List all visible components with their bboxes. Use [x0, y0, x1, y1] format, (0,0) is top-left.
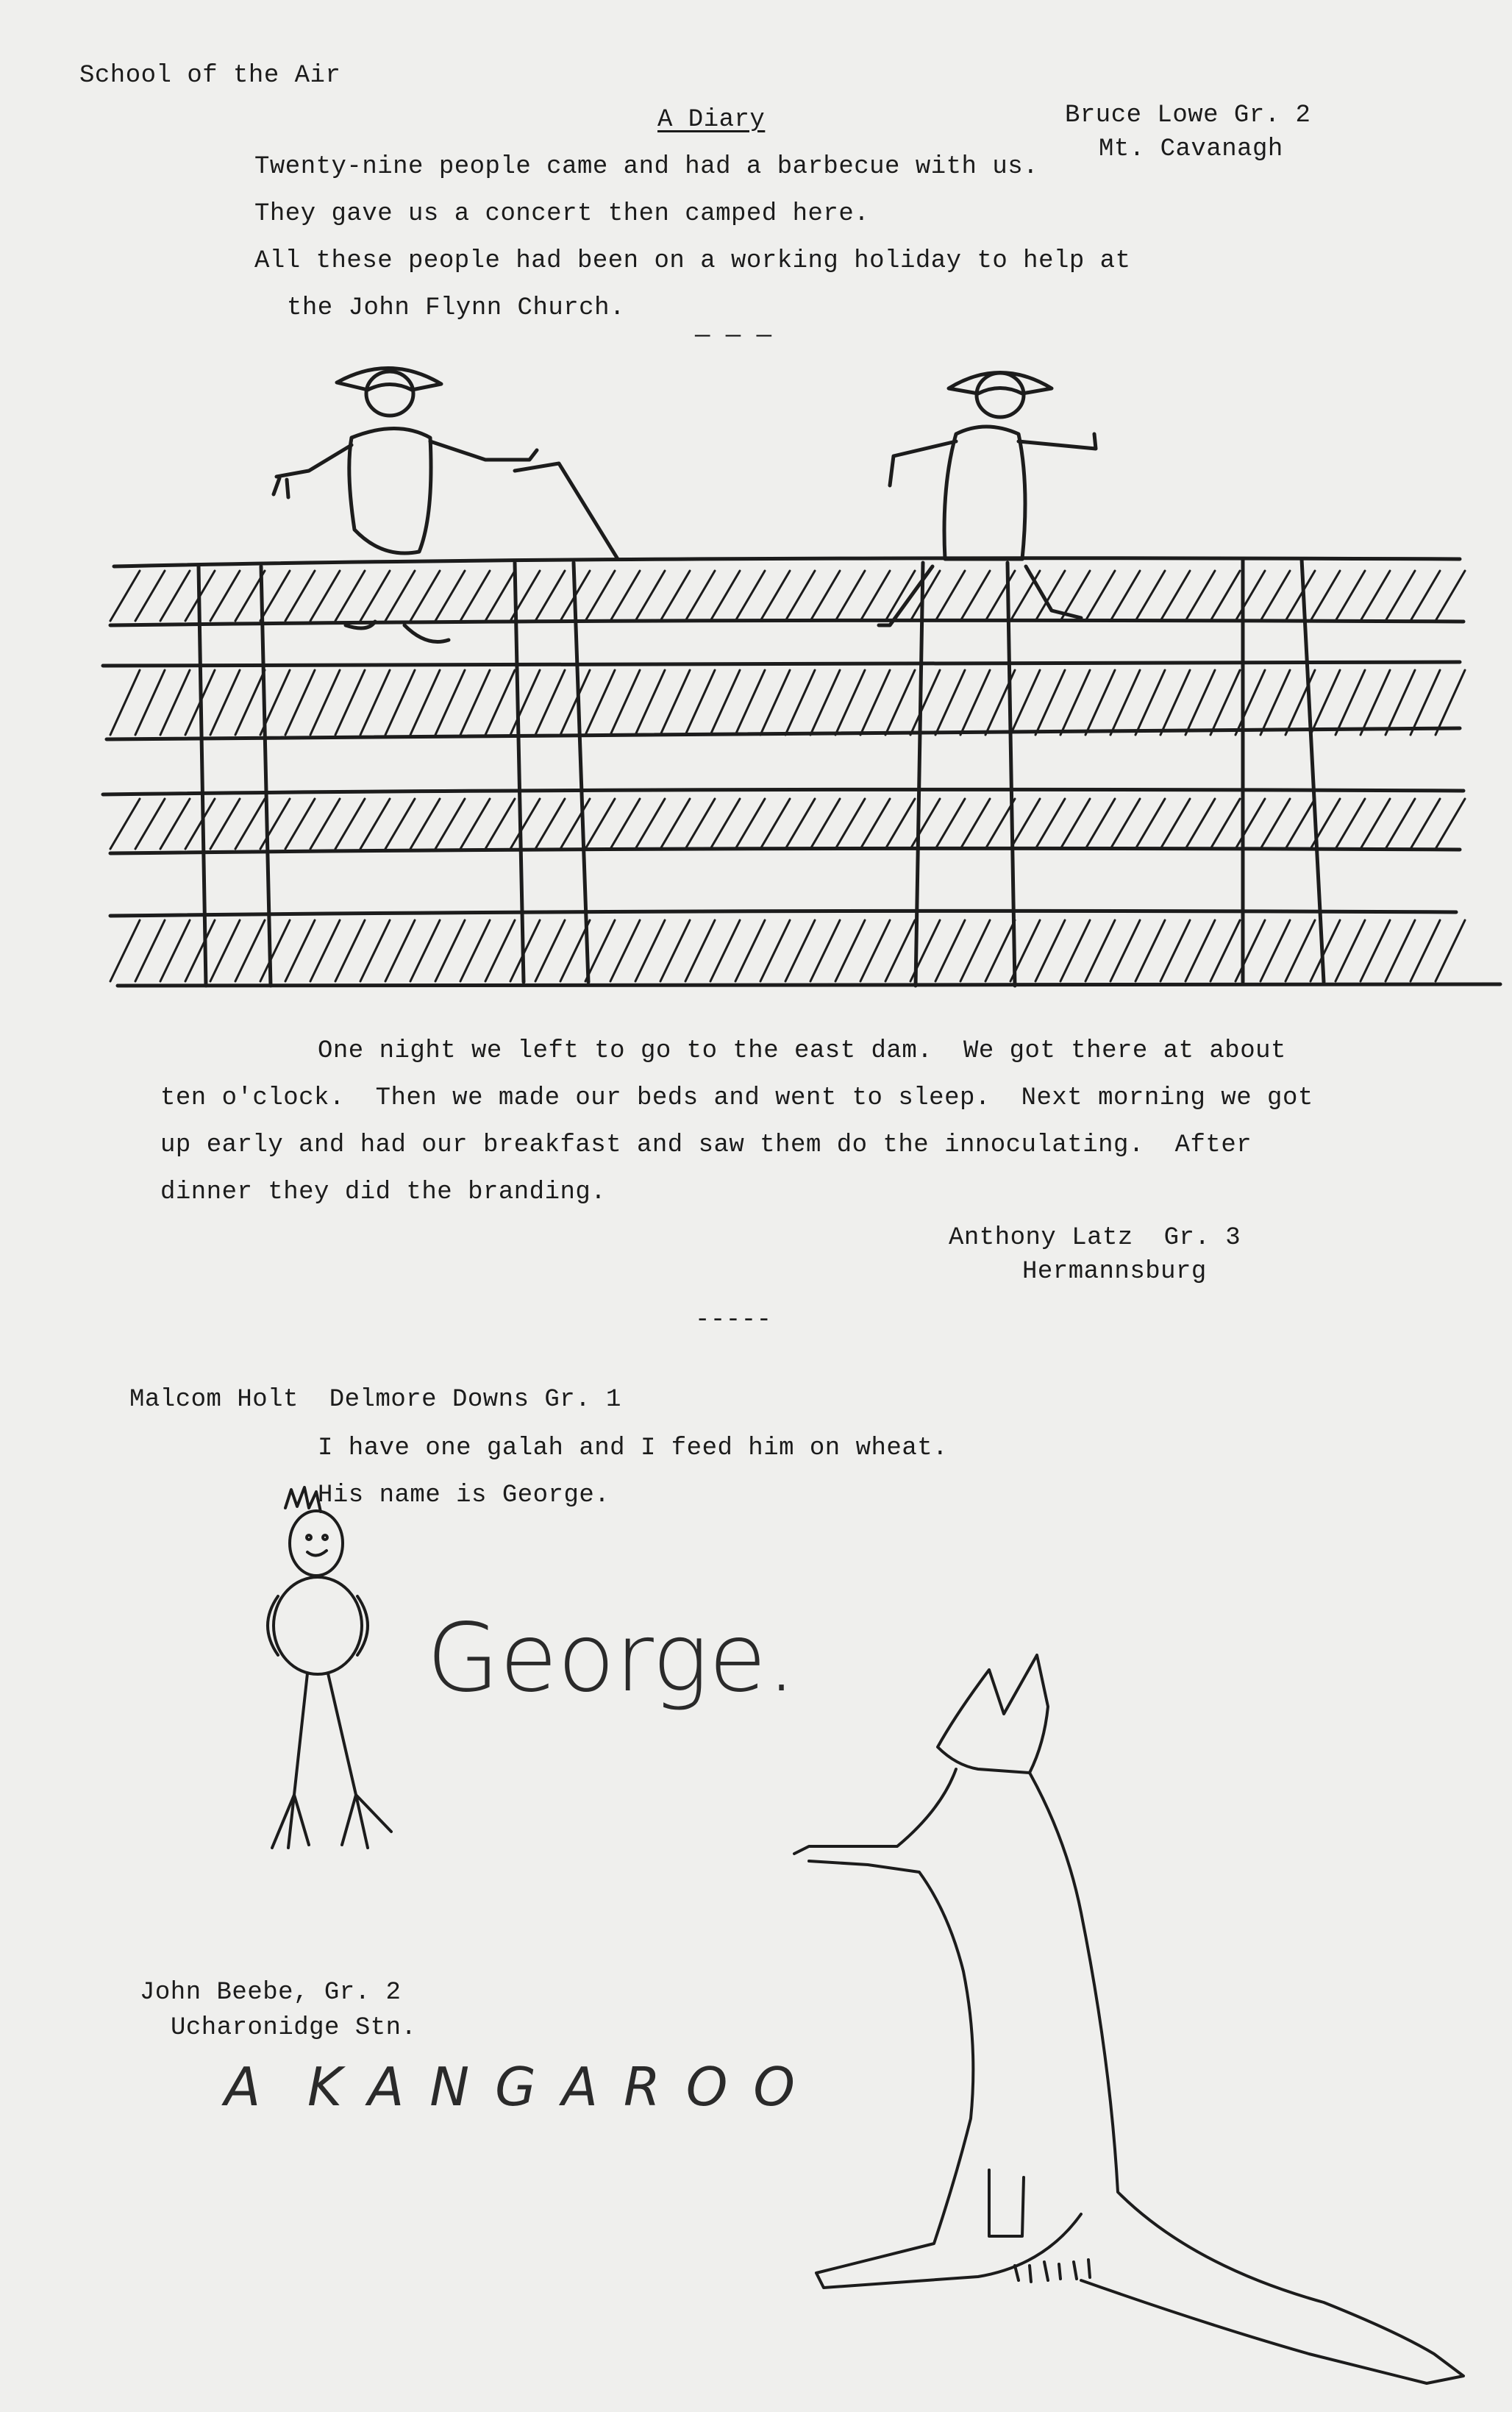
galah-caption: George.: [427, 1604, 796, 1713]
kangaroo-pouch: [989, 2170, 1024, 2236]
diary-line-2: They gave us a concert then camped here.: [254, 200, 870, 228]
diary-line-4: the John Flynn Church.: [287, 294, 625, 322]
publication-title: School of the Air: [79, 62, 341, 90]
diary-author: Bruce Lowe Gr. 2: [1065, 102, 1311, 129]
kangaroo-location: Ucharonidge Stn.: [171, 2014, 417, 2042]
story-line-1: One night we left to go to the east dam. We got there at about: [318, 1037, 1286, 1065]
galah-header: Malcom Holt Delmore Downs Gr. 1: [129, 1386, 621, 1414]
story-line-4: dinner they did the branding.: [160, 1178, 607, 1206]
kangaroo-back: [1030, 1773, 1463, 2383]
story-separator: -----: [695, 1306, 772, 1334]
kangaroo-head: [938, 1655, 1048, 1773]
kangaroo-caption: A K A N G A R O O: [224, 2056, 799, 2118]
story-author: Anthony Latz Gr. 3: [949, 1224, 1241, 1252]
galah-line-2: His name is George.: [318, 1481, 610, 1509]
kangaroo-front: [794, 1769, 1081, 2288]
diary-line-1: Twenty-nine people came and had a barbecue with us.: [254, 153, 1039, 181]
story-line-2: ten o'clock. Then we made our beds and went to sleep. Next morning we got: [160, 1084, 1313, 1112]
kangaroo-author: John Beebe, Gr. 2: [140, 1979, 402, 2007]
story-line-3: up early and had our breakfast and saw them do the innoculating. After: [160, 1131, 1252, 1159]
diary-line-3: All these people had been on a working holiday to help at: [254, 247, 1131, 275]
galah-line-1: I have one galah and I feed him on wheat.: [318, 1434, 949, 1462]
diary-location: Mt. Cavanagh: [1099, 135, 1283, 163]
diary-separator: — — —: [695, 322, 772, 350]
story-location: Hermannsburg: [1022, 1258, 1207, 1286]
diary-title: A Diary: [657, 106, 766, 134]
